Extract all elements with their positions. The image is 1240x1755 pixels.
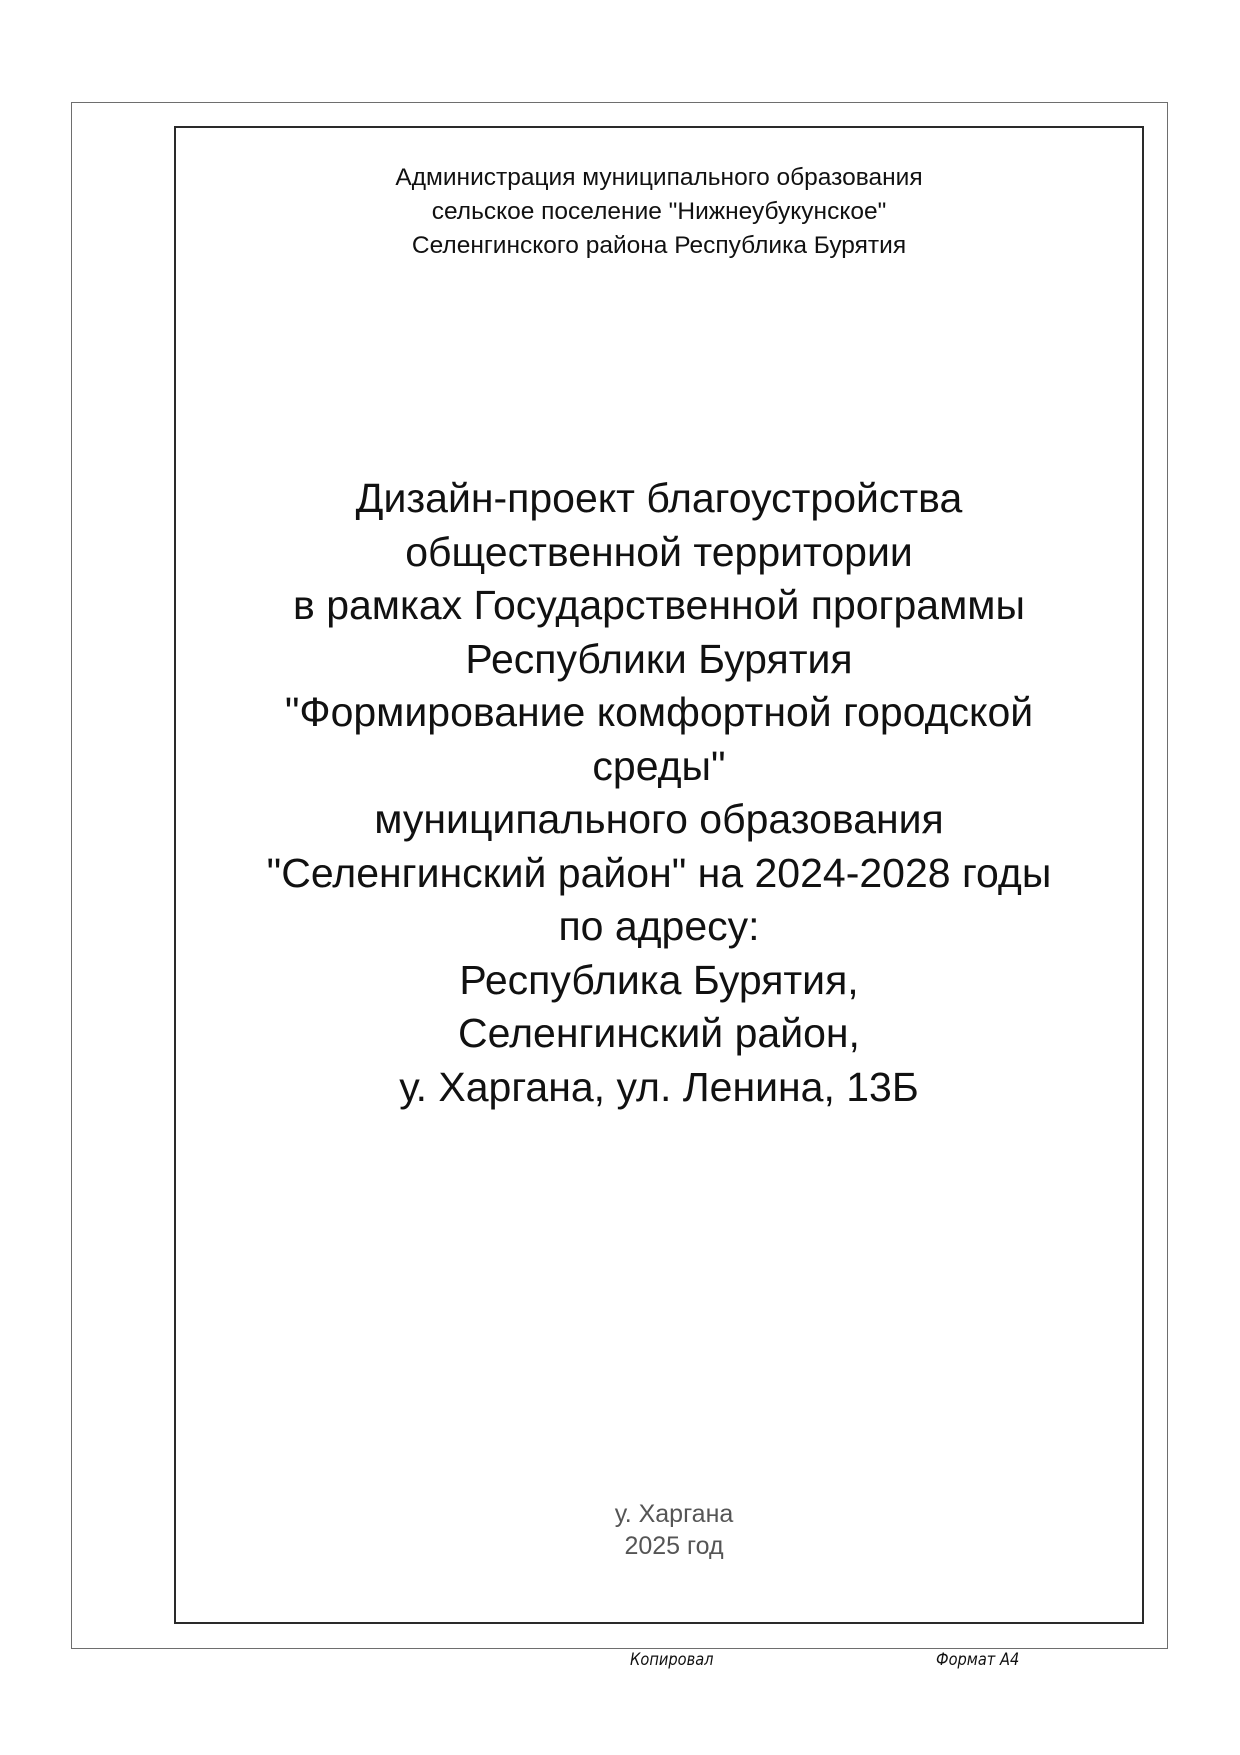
title-line: по адресу:: [558, 903, 760, 949]
header-line: Селенгинского района Республика Бурятия: [411, 232, 907, 259]
title-line: Республика Бурятия,: [459, 956, 859, 1003]
document-title: [174, 472, 1144, 1114]
footer-year: 2025 год: [624, 1532, 724, 1560]
title-line: общественной территории: [405, 528, 913, 575]
administration-header: [174, 161, 1144, 263]
stamp-copied: Копировал: [630, 1650, 714, 1670]
title-line: среды": [592, 742, 726, 789]
footer-place-year: [174, 1498, 1174, 1562]
footer-place: у. Харгана: [614, 1500, 734, 1528]
title-line: "Селенгинский район" на 2024-2028 годы: [266, 849, 1052, 896]
stamp-format: Формат А4: [936, 1650, 1020, 1670]
title-line: Селенгинский район,: [458, 1010, 860, 1056]
title-line: в рамках Государственной программы: [293, 582, 1025, 628]
title-line: "Формирование комфортной городской: [284, 689, 1034, 735]
title-line: Дизайн-проект благоустройства: [355, 475, 963, 521]
title-line: Республики Бурятия: [465, 635, 853, 682]
header-line: сельское поселение "Нижнеубукунское": [431, 198, 887, 225]
header-line: Администрация муниципального образования: [395, 164, 923, 191]
title-line: у. Харгана, ул. Ленина, 13Б: [399, 1063, 919, 1110]
title-line: муниципального образования: [374, 796, 944, 842]
